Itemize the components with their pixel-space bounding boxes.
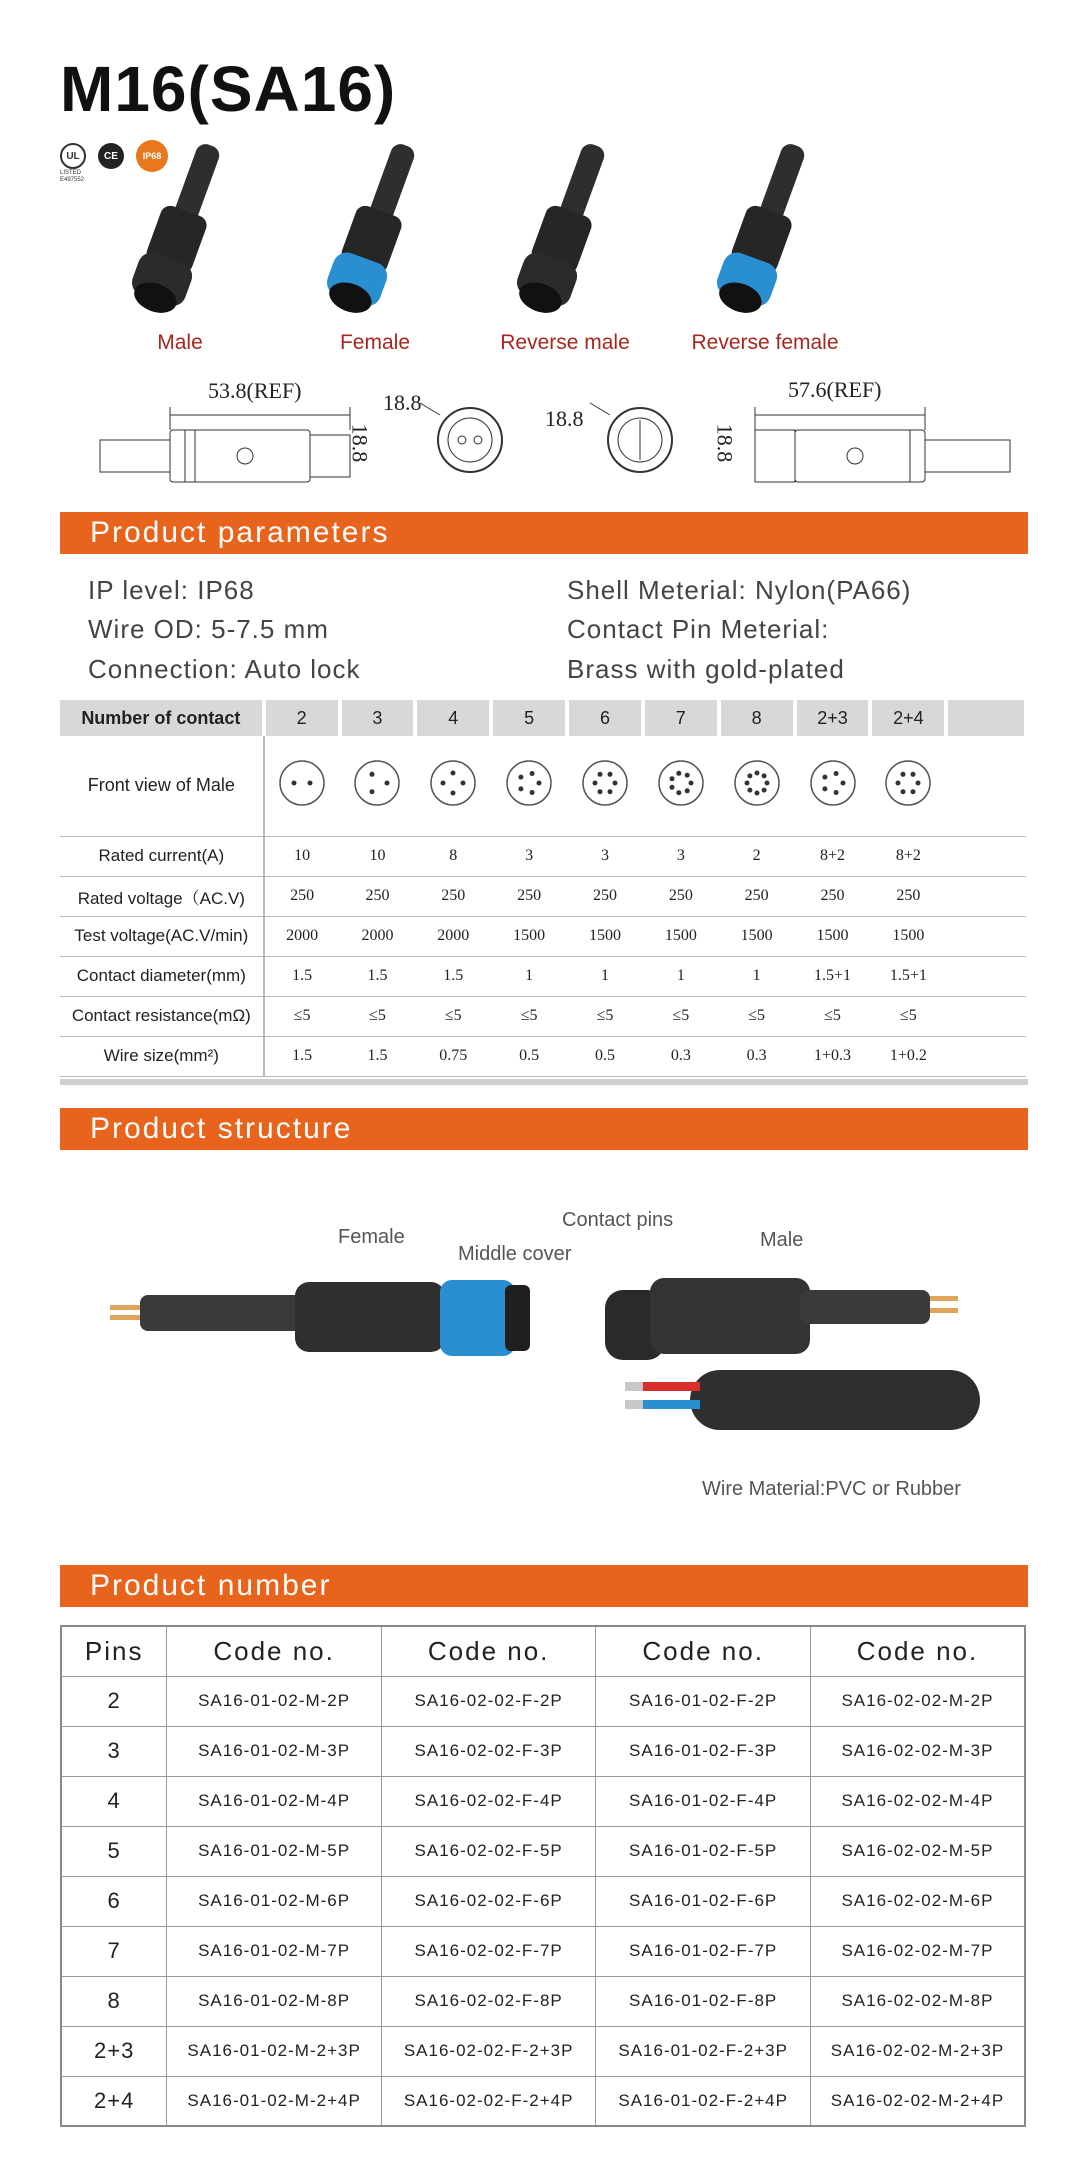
param-connection: Connection: Auto lock	[88, 654, 361, 684]
spec-cell: 10	[264, 836, 340, 876]
table-row	[61, 1676, 1025, 1726]
param-wire: Wire OD: 5-7.5 mm	[88, 614, 329, 644]
spec-row-label: Contact resistance(mΩ)	[60, 996, 264, 1036]
page-title: M16(SA16)	[60, 53, 397, 125]
spec-cell: 0.5	[567, 1036, 643, 1076]
ul-cert-icon: UL	[60, 143, 86, 169]
spec-contact-6: 8	[719, 700, 795, 736]
spec-cell: 8+2	[870, 836, 946, 876]
product-2	[475, 140, 655, 355]
spec-cell: 2	[719, 836, 795, 876]
spec-cell: 1500	[795, 916, 871, 956]
dim-right-length: 57.6(REF)	[788, 377, 882, 402]
section-bar-structure: Product structure	[60, 1108, 1028, 1150]
pn-cell: SA16-02-02-F-2P	[381, 1676, 596, 1726]
table-row	[61, 1926, 1025, 1976]
dim-front1: 18.8	[383, 390, 422, 415]
section-bar-number: Product number	[60, 1565, 1028, 1607]
pn-cell: SA16-01-02-M-8P	[167, 1976, 382, 2026]
connector-image	[315, 140, 435, 325]
dim-left-length: 53.8(REF)	[208, 378, 302, 403]
spec-cell: 1+0.3	[795, 1036, 871, 1076]
spec-cell: 1	[719, 956, 795, 996]
pn-cell: SA16-01-02-M-2+4P	[167, 2076, 382, 2126]
spec-row-label: Rated voltage（AC.V)	[60, 876, 264, 916]
pn-cell: SA16-01-02-F-6P	[596, 1876, 811, 1926]
spec-cell: ≤5	[264, 996, 340, 1036]
product-1	[285, 140, 465, 355]
pin-layout-icon	[429, 759, 477, 807]
table-row	[61, 1776, 1025, 1826]
spec-table	[60, 700, 1028, 1077]
product-label: Female	[339, 331, 411, 354]
pin-layout-icon	[278, 759, 326, 807]
label-contact-pins: Contact pins	[562, 1209, 674, 1231]
spec-contact-1: 3	[340, 700, 416, 736]
pn-cell: SA16-01-02-M-6P	[167, 1876, 382, 1926]
spec-row-label: Contact diameter(mm)	[60, 956, 264, 996]
spec-cell: 250	[870, 876, 946, 916]
pn-cell: SA16-02-02-M-8P	[810, 1976, 1025, 2026]
spec-cell: ≤5	[795, 996, 871, 1036]
pn-cell: SA16-01-02-M-3P	[167, 1726, 382, 1776]
pn-cell: SA16-02-02-F-5P	[381, 1826, 596, 1876]
section-bar-params: Product parameters	[60, 512, 1028, 554]
spec-front-label: Front view of Male	[60, 736, 264, 836]
pn-cell: 4	[61, 1776, 167, 1826]
label-male: Male	[760, 1229, 804, 1251]
spec-contact-2: 4	[415, 700, 491, 736]
spec-cell: 1	[567, 956, 643, 996]
spec-cell: 0.3	[719, 1036, 795, 1076]
spec-cell: 2000	[264, 916, 340, 956]
pn-cell: SA16-02-02-M-7P	[810, 1926, 1025, 1976]
spec-cell: 8+2	[795, 836, 871, 876]
spec-row-label: Test voltage(AC.V/min)	[60, 916, 264, 956]
pn-cell: 3	[61, 1726, 167, 1776]
pn-cell: SA16-01-02-F-7P	[596, 1926, 811, 1976]
spec-cell: 1.5	[340, 956, 416, 996]
spec-cell: 1500	[491, 916, 567, 956]
spec-cell: 250	[795, 876, 871, 916]
pn-cell: SA16-01-02-F-8P	[596, 1976, 811, 2026]
pin-layout-icon	[657, 759, 705, 807]
spec-cell: 1500	[567, 916, 643, 956]
spec-cell: 1+0.2	[870, 1036, 946, 1076]
spec-cell: 2000	[340, 916, 416, 956]
pn-cell: SA16-02-02-F-3P	[381, 1726, 596, 1776]
spec-cell: 3	[491, 836, 567, 876]
ul-cert-sub: LISTED E497552	[60, 170, 85, 183]
spec-cell: 1.5+1	[795, 956, 871, 996]
spec-cell: 10	[340, 836, 416, 876]
spec-cell: 0.3	[643, 1036, 719, 1076]
spec-cell: 8	[415, 836, 491, 876]
pn-cell: SA16-02-02-F-2+4P	[381, 2076, 596, 2126]
connector-image	[120, 140, 240, 325]
connector-image	[505, 140, 625, 325]
pn-cell: SA16-02-02-F-4P	[381, 1776, 596, 1826]
pn-header-4: Code no.	[810, 1626, 1025, 1676]
spec-contact-3: 5	[491, 700, 567, 736]
structure-illustration	[100, 1270, 1000, 1490]
spec-contact-0: 2	[264, 700, 340, 736]
param-pin: Contact Pin Meterial:	[567, 614, 830, 644]
spec-cell: 0.75	[415, 1036, 491, 1076]
pn-header-1: Code no.	[167, 1626, 382, 1676]
spec-contact-5: 7	[643, 700, 719, 736]
spec-header-label: Number of contact	[60, 700, 264, 736]
spec-cell: 1500	[719, 916, 795, 956]
pn-cell: SA16-01-02-F-5P	[596, 1826, 811, 1876]
spec-cell: 3	[567, 836, 643, 876]
dim-left-height: 18.8	[347, 423, 373, 463]
spec-cell: 1500	[870, 916, 946, 956]
pn-cell: 7	[61, 1926, 167, 1976]
pn-cell: SA16-02-02-M-4P	[810, 1776, 1025, 1826]
spec-cell: 1.5	[340, 1036, 416, 1076]
pn-cell: SA16-02-02-M-5P	[810, 1826, 1025, 1876]
ip68-cert-icon: IP68	[136, 140, 168, 172]
spec-contact-7: 2+3	[795, 700, 871, 736]
pn-cell: SA16-01-02-M-4P	[167, 1776, 382, 1826]
pn-cell: 2	[61, 1676, 167, 1726]
pn-cell: 8	[61, 1976, 167, 2026]
spec-cell: 1500	[643, 916, 719, 956]
table-row	[61, 1976, 1025, 2026]
spec-contact-4: 6	[567, 700, 643, 736]
spec-cell: ≤5	[340, 996, 416, 1036]
label-wire-material: Wire Material:PVC or Rubber	[702, 1478, 961, 1500]
spec-cell: 250	[264, 876, 340, 916]
pin-layout-icon	[353, 759, 401, 807]
pin-layout-icon	[809, 759, 857, 807]
pn-cell: SA16-02-02-F-7P	[381, 1926, 596, 1976]
spec-cell: 1	[643, 956, 719, 996]
pn-cell: SA16-02-02-M-2P	[810, 1676, 1025, 1726]
spec-cell: ≤5	[567, 996, 643, 1036]
pn-cell: SA16-01-02-F-4P	[596, 1776, 811, 1826]
spec-contact-8: 2+4	[870, 700, 946, 736]
pn-cell: SA16-02-02-M-6P	[810, 1876, 1025, 1926]
pin-layout-icon	[581, 759, 629, 807]
pn-header-3: Code no.	[596, 1626, 811, 1676]
pn-header-2: Code no.	[381, 1626, 596, 1676]
pn-cell: 2+3	[61, 2026, 167, 2076]
pn-cell: SA16-02-02-M-2+4P	[810, 2076, 1025, 2126]
spec-table-bottom-bar	[60, 1079, 1028, 1085]
label-female: Female	[338, 1226, 405, 1248]
param-shell: Shell Meterial: Nylon(PA66)	[567, 575, 912, 605]
table-row	[61, 1826, 1025, 1876]
pin-layout-icon	[884, 759, 932, 807]
pn-cell: SA16-01-02-M-2P	[167, 1676, 382, 1726]
table-row	[61, 1726, 1025, 1776]
dim-front2: 18.8	[545, 406, 584, 431]
pn-cell: SA16-01-02-M-7P	[167, 1926, 382, 1976]
spec-cell: 3	[643, 836, 719, 876]
pn-cell: 2+4	[61, 2076, 167, 2126]
product-label: Reverse male	[500, 331, 630, 354]
pn-cell: 5	[61, 1826, 167, 1876]
label-middle-cover: Middle cover	[458, 1243, 572, 1265]
spec-row-label: Wire size(mm²)	[60, 1036, 264, 1076]
pn-header-0: Pins	[61, 1626, 167, 1676]
pn-cell: SA16-01-02-F-2+4P	[596, 2076, 811, 2126]
spec-cell: ≤5	[491, 996, 567, 1036]
pn-cell: SA16-02-02-M-3P	[810, 1726, 1025, 1776]
spec-cell: 1.5	[264, 956, 340, 996]
pn-cell: SA16-02-02-F-8P	[381, 1976, 596, 2026]
spec-cell: 250	[491, 876, 567, 916]
param-ip: IP level: IP68	[88, 575, 255, 605]
pn-cell: SA16-02-02-M-2+3P	[810, 2026, 1025, 2076]
table-row	[61, 2076, 1025, 2126]
spec-cell: ≤5	[415, 996, 491, 1036]
param-pin2: Brass with gold-plated	[567, 654, 845, 684]
pn-cell: SA16-01-02-F-3P	[596, 1726, 811, 1776]
pn-cell: SA16-02-02-F-2+3P	[381, 2026, 596, 2076]
spec-cell: 250	[719, 876, 795, 916]
pn-cell: SA16-01-02-F-2+3P	[596, 2026, 811, 2076]
product-0	[90, 140, 270, 355]
spec-cell: 1.5	[264, 1036, 340, 1076]
spec-cell: 250	[340, 876, 416, 916]
pn-cell: SA16-01-02-M-5P	[167, 1826, 382, 1876]
product-3	[675, 140, 855, 355]
product-number-table	[60, 1625, 1026, 2127]
spec-cell: 0.5	[491, 1036, 567, 1076]
spec-cell: 1.5	[415, 956, 491, 996]
spec-cell: 250	[567, 876, 643, 916]
pn-cell: SA16-01-02-M-2+3P	[167, 2026, 382, 2076]
table-row	[61, 2026, 1025, 2076]
spec-cell: 1.5+1	[870, 956, 946, 996]
product-label: Male	[157, 331, 203, 354]
pin-layout-icon	[505, 759, 553, 807]
ce-cert-icon: CE	[98, 143, 124, 169]
pn-cell: SA16-01-02-F-2P	[596, 1676, 811, 1726]
spec-cell: ≤5	[719, 996, 795, 1036]
spec-cell: ≤5	[643, 996, 719, 1036]
spec-cell: 1	[491, 956, 567, 996]
dim-right-height: 18.8	[712, 423, 738, 463]
connector-image	[705, 140, 825, 325]
product-label: Reverse female	[691, 331, 839, 354]
spec-cell: ≤5	[870, 996, 946, 1036]
spec-cell: 2000	[415, 916, 491, 956]
pin-layout-icon	[733, 759, 781, 807]
spec-cell: 250	[643, 876, 719, 916]
pn-cell: 6	[61, 1876, 167, 1926]
table-row	[61, 1876, 1025, 1926]
pn-cell: SA16-02-02-F-6P	[381, 1876, 596, 1926]
spec-row-label: Rated current(A)	[60, 836, 264, 876]
spec-cell: 250	[415, 876, 491, 916]
